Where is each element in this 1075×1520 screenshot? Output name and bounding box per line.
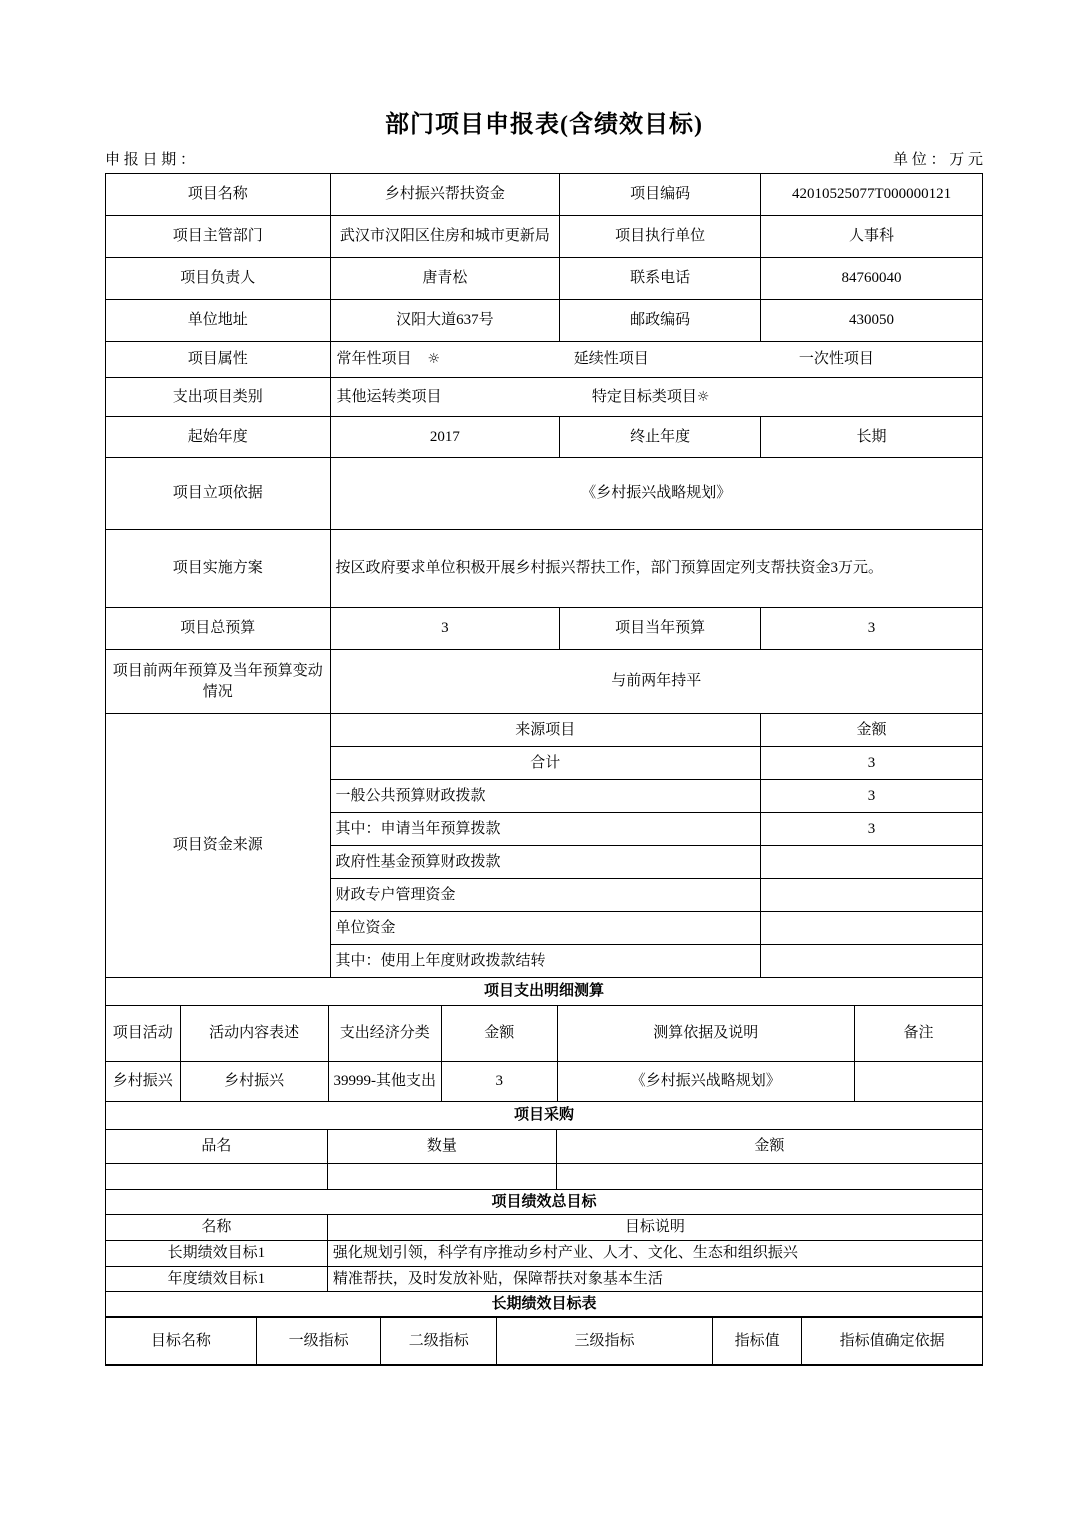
overall-goal-desc: 强化规划引领，科学有序推动乡村产业、人才、文化、生态和组织振兴: [327, 1240, 982, 1266]
procurement-name-cell: [106, 1164, 328, 1190]
table-row: [106, 530, 983, 608]
phone-value: 84760040: [761, 258, 983, 300]
category-label: 支出项目类别: [106, 378, 331, 417]
year-budget-label: 项目当年预算: [560, 608, 761, 650]
expense-col-header-activity: 项目活动: [106, 1006, 181, 1062]
leader-label: 项目负责人: [106, 258, 331, 300]
phone-label: 联系电话: [560, 258, 761, 300]
funding-amount-cell: [761, 846, 983, 879]
basis-label: 项目立项依据: [106, 458, 331, 530]
expense-section-title: 项目支出明细测算: [106, 978, 983, 1006]
project-name-label: 项目名称: [106, 174, 331, 216]
form-content: [105, 0, 983, 1366]
expense-col-header-content: 活动内容表述: [180, 1006, 328, 1062]
category-options-cell: [330, 378, 983, 417]
table-row: [106, 978, 983, 1006]
address-label: 单位地址: [106, 300, 331, 342]
table-row: [106, 216, 983, 258]
procurement-qty-cell: [327, 1164, 556, 1190]
funding-source-cell: 一般公共预算财政拨款: [330, 780, 761, 813]
start-year-value: 2017: [330, 417, 560, 458]
overall-name-header: 名称: [106, 1215, 328, 1240]
funding-amount-cell: [761, 945, 983, 978]
table-row: [106, 1130, 983, 1164]
procurement-amount-cell: [556, 1164, 982, 1190]
attr-options-cell: [330, 342, 983, 378]
expense-activity-cell: 乡村振兴: [106, 1062, 181, 1102]
selected-mark-icon: ☼: [427, 351, 441, 368]
funding-source-header: 来源项目: [330, 714, 761, 747]
expense-table: [105, 977, 983, 1102]
plan-label: 项目实施方案: [106, 530, 331, 608]
attr-perennial-label: 常年性项目: [336, 351, 412, 368]
expense-content-cell: 乡村振兴: [180, 1062, 328, 1102]
total-budget-label: 项目总预算: [106, 608, 331, 650]
table-row: [106, 1164, 983, 1190]
category-option-other: 其他运转类项目: [336, 388, 442, 405]
procurement-table: [105, 1101, 983, 1190]
longterm-col-header-level2: 二级指标: [381, 1317, 497, 1365]
attr-options: [335, 349, 979, 369]
overall-goal-desc: 精准帮扶，及时发放补贴，保障帮扶对象基本生活: [327, 1266, 982, 1291]
attr-option-perennial: [335, 349, 528, 369]
category-specific-label: 特定目标类项目: [591, 388, 697, 405]
category-option-specific: [592, 387, 978, 407]
longterm-col-header-goal-name: 目标名称: [106, 1317, 257, 1365]
expense-col-header-note: 备注: [854, 1006, 982, 1062]
end-year-label: 终止年度: [560, 417, 761, 458]
funding-section-label: 项目资金来源: [106, 714, 331, 978]
longterm-target-table: [105, 1291, 983, 1367]
year-budget-value: 3: [761, 608, 983, 650]
funding-amount-cell: 3: [761, 747, 983, 780]
expense-col-header-basis: 测算依据及说明: [557, 1006, 854, 1062]
attr-label: 项目属性: [106, 342, 331, 378]
table-row: [106, 417, 983, 458]
longterm-section-title: 长期绩效目标表: [106, 1291, 983, 1317]
table-row: [106, 1062, 983, 1102]
basic-info-table: [105, 173, 983, 714]
funding-amount-header: 金额: [761, 714, 983, 747]
expense-basis-cell: 《乡村振兴战略规划》: [557, 1062, 854, 1102]
postcode-value: 430050: [761, 300, 983, 342]
table-row: [106, 1266, 983, 1291]
prev-budget-value: 与前两年持平: [330, 650, 983, 714]
overall-goal-name: 年度绩效目标1: [106, 1266, 328, 1291]
category-options: [335, 387, 979, 407]
attr-option-continuous: 延续性项目: [573, 351, 649, 368]
dept-value: 武汉市汉阳区住房和城市更新局: [330, 216, 560, 258]
attr-option-onetime: 一次性项目: [798, 351, 874, 368]
procurement-section-title: 项目采购: [106, 1102, 983, 1130]
funding-source-cell: 单位资金: [330, 912, 761, 945]
plan-value: 按区政府要求单位积极开展乡村振兴帮扶工作，部门预算固定列支帮扶资金3万元。: [330, 530, 983, 608]
procurement-col-header-name: 品名: [106, 1130, 328, 1164]
basis-value: 《乡村振兴战略规划》: [330, 458, 983, 530]
table-row: [106, 650, 983, 714]
table-row: [106, 1291, 983, 1317]
expense-amount-cell: 3: [441, 1062, 557, 1102]
funding-table: [105, 713, 983, 978]
page-title: 部门项目申报表(含绩效目标): [385, 112, 703, 138]
funding-source-cell: 合计: [330, 747, 761, 780]
expense-col-header-category: 支出经济分类: [328, 1006, 441, 1062]
table-row: [106, 1006, 983, 1062]
exec-unit-label: 项目执行单位: [560, 216, 761, 258]
table-row: [106, 1240, 983, 1266]
table-row: [106, 378, 983, 417]
table-row: [106, 608, 983, 650]
expense-col-header-amount: 金额: [441, 1006, 557, 1062]
selected-mark-icon: ☼: [696, 388, 710, 405]
longterm-col-header-basis: 指标值确定依据: [802, 1317, 983, 1365]
leader-value: 唐青松: [330, 258, 560, 300]
project-code-label: 项目编码: [560, 174, 761, 216]
funding-source-cell: 其中：使用上年度财政拨款结转: [330, 945, 761, 978]
meta-row: [105, 148, 983, 169]
procurement-col-header-qty: 数量: [327, 1130, 556, 1164]
dept-label: 项目主管部门: [106, 216, 331, 258]
expense-category-cell: 39999-其他支出: [328, 1062, 441, 1102]
table-row: [106, 1317, 983, 1365]
funding-amount-cell: [761, 912, 983, 945]
table-row: [106, 714, 983, 747]
overall-desc-header: 目标说明: [327, 1215, 982, 1240]
start-year-label: 起始年度: [106, 417, 331, 458]
funding-amount-cell: [761, 879, 983, 912]
table-row: [106, 458, 983, 530]
overall-target-table: [105, 1189, 983, 1292]
exec-unit-value: 人事科: [761, 216, 983, 258]
table-row: [106, 1102, 983, 1130]
table-row: [106, 1190, 983, 1215]
table-row: [106, 258, 983, 300]
unit-label: 单 位 ： 万 元: [892, 152, 983, 168]
project-name-value: 乡村振兴帮扶资金: [330, 174, 560, 216]
overall-goal-name: 长期绩效目标1: [106, 1240, 328, 1266]
longterm-col-header-value: 指标值: [712, 1317, 801, 1365]
funding-amount-cell: 3: [761, 813, 983, 846]
funding-amount-cell: 3: [761, 780, 983, 813]
table-row: [106, 174, 983, 216]
funding-source-cell: 政府性基金预算财政拨款: [330, 846, 761, 879]
longterm-col-header-level3: 三级指标: [497, 1317, 713, 1365]
procurement-col-header-amount: 金额: [556, 1130, 982, 1164]
funding-source-cell: 其中：申请当年预算拨款: [330, 813, 761, 846]
table-row: [106, 342, 983, 378]
declare-date-label: 申 报 日 期 ：: [105, 152, 196, 168]
longterm-col-header-level1: 一级指标: [256, 1317, 381, 1365]
project-code-value: 42010525077T000000121: [761, 174, 983, 216]
end-year-value: 长期: [761, 417, 983, 458]
expense-note-cell: [854, 1062, 982, 1102]
funding-source-cell: 财政专户管理资金: [330, 879, 761, 912]
postcode-label: 邮政编码: [560, 300, 761, 342]
overall-section-title: 项目绩效总目标: [106, 1190, 983, 1215]
table-row: [106, 1215, 983, 1240]
total-budget-value: 3: [330, 608, 560, 650]
address-value: 汉阳大道637号: [330, 300, 560, 342]
table-row: [106, 300, 983, 342]
prev-budget-label: 项目前两年预算及当年预算变动情况: [106, 650, 331, 714]
